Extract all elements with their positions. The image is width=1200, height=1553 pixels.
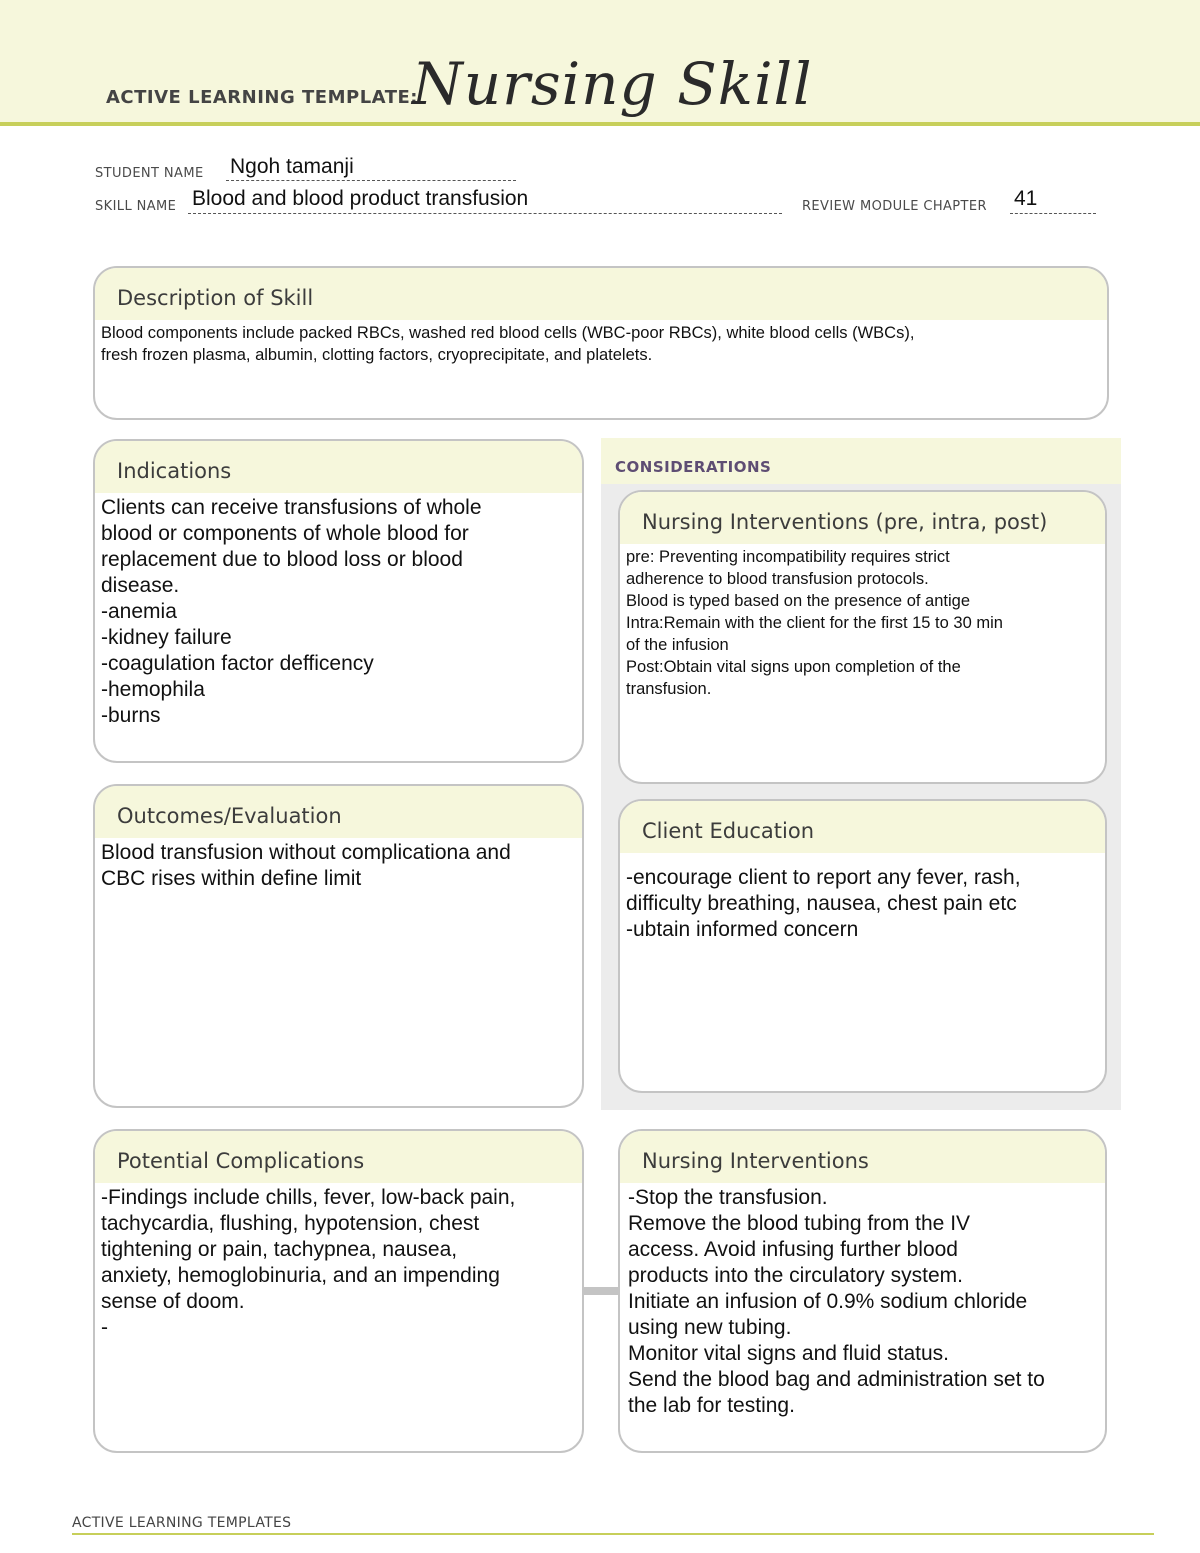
student-name-line [226, 180, 516, 181]
outcomes-heading: Outcomes/Evaluation [95, 786, 582, 838]
description-text[interactable]: Blood components include packed RBCs, washed red blood cells (WBC-poor RBCs), white blood cells (WBCs), fresh frozen plasma, albumin, clotting factors, cryoprecipitate, and platelets. [101, 324, 915, 364]
outcomes-text[interactable]: Blood transfusion without complicationa and CBC rises within define limit [101, 841, 511, 890]
footer-divider [72, 1533, 1154, 1535]
review-module-line [1010, 213, 1096, 214]
header-divider [0, 122, 1200, 126]
potential-complications-heading: Potential Complications [95, 1131, 582, 1183]
client-education-heading: Client Education [620, 801, 1105, 853]
indications-heading: Indications [95, 441, 582, 493]
description-box [93, 266, 1109, 420]
template-title: Nursing Skill [412, 50, 813, 118]
skill-name-field[interactable]: Blood and blood product transfusion [192, 187, 529, 210]
student-name-field[interactable]: Ngoh tamanji [230, 155, 354, 178]
skill-name-label: SKILL NAME [95, 199, 177, 214]
client-education-box [618, 799, 1107, 1093]
skill-name-line [188, 213, 782, 214]
template-label: ACTIVE LEARNING TEMPLATE: [106, 87, 418, 108]
student-name-label: STUDENT NAME [95, 166, 204, 181]
box-connector [582, 1287, 620, 1295]
outcomes-box [93, 784, 584, 1108]
nursing-interventions-heading: Nursing Interventions [620, 1131, 1105, 1183]
nursing-interventions-pip-text[interactable]: pre: Preventing incompatibility requires strict adherence to blood transfusion protocols. Blood is typed based on the presence of antige Intra:Remain with the client for the first 15 to 30 min of the infusion Post:Obtain vital signs upon completion of the transfusion. [626, 548, 1003, 698]
considerations-label: CONSIDERATIONS [615, 458, 772, 476]
indications-text[interactable]: Clients can receive transfusions of whole blood or components of whole blood for replacement due to blood loss or blood disease. -anemia -kidney failure -coagulation factor defficency -hemophila -burns [101, 496, 482, 727]
nursing-interventions-text[interactable]: -Stop the transfusion. Remove the blood tubing from the IV access. Avoid infusing further blood products into the circulatory system. Initiate an infusion of 0.9% sodium chloride using new tubing. Monitor vital signs and fluid status. Send the blood bag and administration set to the lab for testing. [628, 1186, 1045, 1417]
potential-complications-text[interactable]: -Findings include chills, fever, low-back pain, tachycardia, flushing, hypotension, chest tightening or pain, tachypnea, nausea, anxiety, hemoglobinuria, and an impending sense of doom. - [101, 1186, 516, 1339]
review-module-label: REVIEW MODULE CHAPTER [802, 199, 987, 214]
review-module-field[interactable]: 41 [1014, 187, 1038, 210]
nursing-interventions-pip-heading: Nursing Interventions (pre, intra, post) [620, 492, 1105, 544]
description-heading: Description of Skill [95, 268, 1107, 320]
indications-box [93, 439, 584, 763]
client-education-text[interactable]: -encourage client to report any fever, rash, difficulty breathing, nausea, chest pain etc -ubtain informed concern [626, 866, 1021, 941]
potential-complications-box [93, 1129, 584, 1453]
footer-label: ACTIVE LEARNING TEMPLATES [72, 1515, 292, 1531]
nursing-interventions-box [618, 1129, 1107, 1453]
nursing-interventions-pip-box [618, 490, 1107, 784]
